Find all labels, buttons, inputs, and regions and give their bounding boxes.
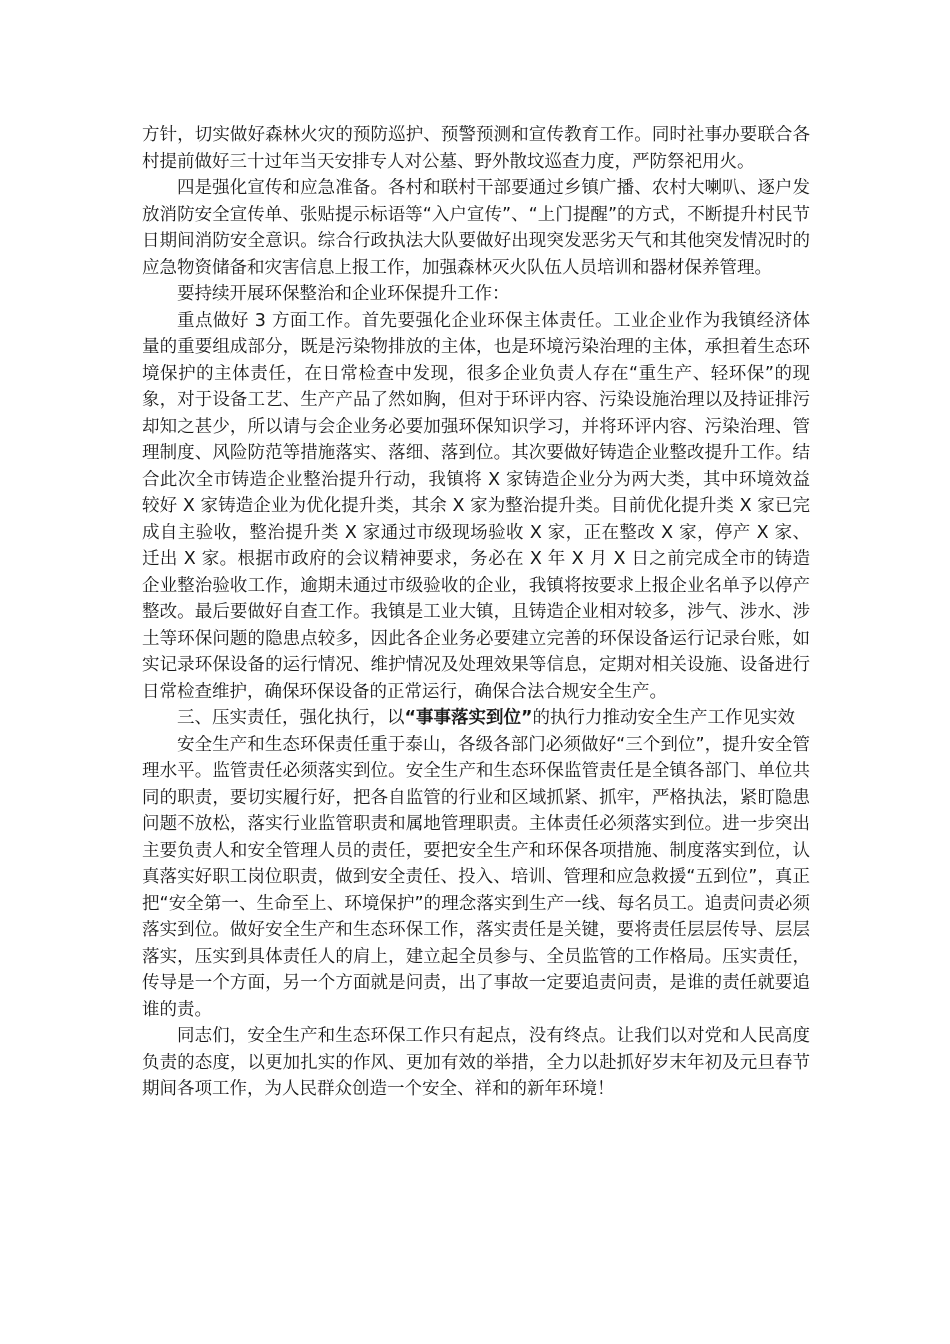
section-heading-suffix: 的执行力推动安全生产工作见实效 — [532, 708, 796, 728]
section-heading-three — [142, 705, 810, 732]
paragraph-environmental-heading: 要持续开展环保整治和企业环保提升工作： — [177, 284, 510, 304]
paragraph-publicity-emergency: 四是强化宣传和应急准备。各村和联村干部要通过乡镇广播、农村大喇叭、逐户发放消防安全宣传单、张贴提示标语等“入户宣传”、“上门提醒”的方式，不断提升村民节日期间消防安全意识。综合行政执法大队要做好出现突发恶劣天气和其他突发情况时的应急物资储备和灾害信息上报工作，加强森林灭火队伍人员培训和器材保养管理。 — [142, 178, 810, 278]
paragraph-three-in-place: 安全生产和生态环保责任重于泰山，各级各部门必须做好“三个到位”，提升安全管理水平。监管责任必须落实到位。安全生产和生态环保监管责任是全镇各部门、单位共同的职责，要切实履行好，把各自监管的行业和区域抓紧、抓牢，严格执法，紧盯隐患问题不放松，落实行业监管职责和属地管理职责。主体责任必须落实到位。进一步突出主要负责人和安全管理人员的责任，要把安全生产和环保各项措施、制度落实到位，认真落实好职工岗位职责，做到安全责任、投入、培训、管理和应急救援“五到位”，真正把“安全第一、生命至上、环境保护”的理念落实到生产一线、每名员工。追责问责必须落实到位。做好安全生产和生态环保工作，落实责任是关键，要将责任层层传导、层层落实，压实到具体责任人的肩上，建立起全员参与、全员监管的工作格局。压实责任，传导是一个方面，另一个方面就是问责，出了事故一定要追责问责，是谁的责任就要追谁的责。 — [142, 734, 810, 1020]
paragraph-fire-prevention-continued: 方针，切实做好森林火灾的预防巡护、预警预测和宣传教育工作。同时社事办要联合各村提前做好三十过年当天安排专人对公墓、野外散坟巡查力度，严防祭祀用火。 — [142, 125, 810, 172]
document-page — [142, 122, 810, 1103]
section-heading-emphasis: “事事落实到位” — [404, 708, 533, 728]
paragraph-closing: 同志们，安全生产和生态环保工作只有起点，没有终点。让我们以对党和人民高度负责的态度，以更加扎实的作风、更加有效的举措，全力以赴抓好岁末年初及元旦春节期间各项工作，为人民群众创造一个安全、祥和的新年环境！ — [142, 1026, 810, 1099]
paragraph-three-tasks: 重点做好 3 方面工作。首先要强化企业环保主体责任。工业企业作为我镇经济体量的重要组成部分，既是污染物排放的主体，也是环境污染治理的主体，承担着生态环境保护的主体责任，在日常检查中发现，很多企业负责人存在“重生产、轻环保”的现象，对于设备工艺、生产产品了然如胸，但对于环评内容、污染设施治理以及持证排污却知之甚少，所以请与会企业务必要加强环保知识学习，并将环评内容、污染治理、管理制度、风险防范等措施落实、落细、落到位。其次要做好铸造企业整改提升工作。结合此次全市铸造企业整治提升行动，我镇将 X 家铸造企业分为两大类，其中环境效益较好 X 家铸造企业为优化提升类，其余 X 家为整治提升类。目前优化提升类 X 家已完成自主验收，整治提升类 X 家通过市级现场验收 X 家，正在整改 X 家，停产 X 家、迁出 X 家。根据市政府的会议精神要求，务必在 X 年 X 月 X 日之前完成全市的铸造企业整治验收工作，逾期未通过市级验收的企业，我镇将按要求上报企业名单予以停产整改。最后要做好自查工作。我镇是工业大镇，且铸造企业相对较多，涉气、涉水、涉土等环保问题的隐患点较多，因此各企业务必要建立完善的环保设备运行记录台账，如实记录环保设备的运行情况、维护情况及处理效果等信息，定期对相关设施、设备进行日常检查维护，确保环保设备的正常运行，确保合法合规安全生产。 — [142, 310, 810, 702]
section-heading-prefix: 三、压实责任，强化执行，以 — [177, 708, 405, 728]
